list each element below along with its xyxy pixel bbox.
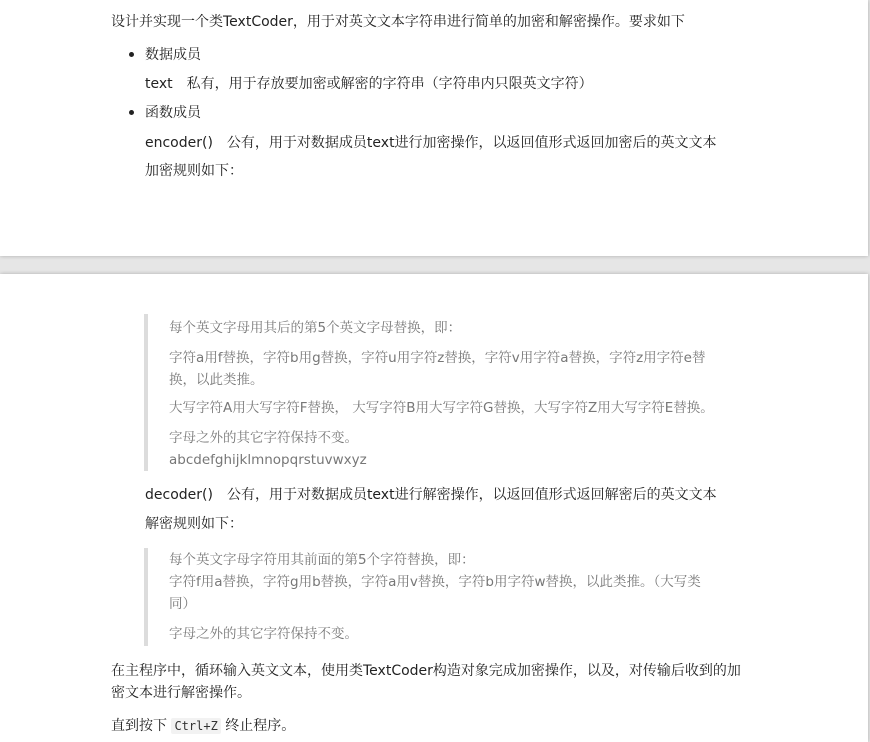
encrypt-rules-quote [144, 314, 748, 471]
end-instruction [111, 715, 295, 737]
ctrl-z-code: Ctrl+Z [171, 718, 220, 734]
main-program-text: 密文本进行解密操作。 [111, 685, 251, 701]
encrypt-rule-line: 大写字符A用大写字符F替换， 大写字符B用大写字符G替换，大写字符Z用大写字符E替换。 [169, 400, 714, 416]
data-members-heading: 数据成员 [145, 47, 201, 63]
alphabet-line: abcdefghijklmnopqrstuvwxyz [169, 452, 367, 468]
intro-text: 设计并实现一个类TextCoder，用于对英文文本字符串进行简单的加密和解密操作。要求如下 [111, 14, 685, 30]
encoder-rule-label: 加密规则如下： [145, 163, 243, 179]
decoder-desc: decoder() 公有，用于对数据成员text进行解密操作，以返回值形式返回解密后的英文文本 [145, 487, 717, 503]
bullet-icon [129, 52, 134, 57]
decrypt-rule-line: 每个英文字母字符用其前面的第5个字符替换，即： [169, 552, 475, 568]
document-page-1 [0, 0, 868, 256]
end-suffix: 终止程序。 [225, 718, 296, 734]
decoder-rule-label: 解密规则如下： [145, 516, 243, 532]
encrypt-rule-line: 字母之外的其它字符保持不变。 [169, 430, 358, 446]
decrypt-rule-line: 字符f用a替换，字符g用b替换，字符a用v替换，字符b用字符w替换，以此类推。（大写类 [169, 574, 701, 590]
bullet-icon [129, 110, 134, 115]
encoder-desc: encoder() 公有，用于对数据成员text进行加密操作，以返回值形式返回加密后的英文文本 [145, 135, 717, 151]
encrypt-rule-line: 每个英文字母用其后的第5个英文字母替换，即： [169, 320, 462, 336]
document-page-2 [0, 274, 868, 742]
encrypt-rule-line: 字符a用f替换，字符b用g替换，字符u用字符z替换，字符v用字符a替换，字符z用字符e替 [169, 350, 706, 366]
decrypt-rules-quote [144, 548, 748, 646]
decrypt-rule-line: 字母之外的其它字符保持不变。 [169, 626, 358, 642]
data-member-text-desc: text 私有，用于存放要加密或解密的字符串（字符串内只限英文字符） [145, 76, 593, 92]
main-program-text: 在主程序中，循环输入英文文本，使用类TextCoder构造对象完成加密操作，以及，对传输后收到的加 [111, 663, 741, 679]
decrypt-rule-line: 同） [169, 596, 196, 612]
end-prefix: 直到按下 [111, 718, 167, 734]
function-members-heading: 函数成员 [145, 105, 201, 121]
encrypt-rule-line: 换，以此类推。 [169, 372, 264, 388]
